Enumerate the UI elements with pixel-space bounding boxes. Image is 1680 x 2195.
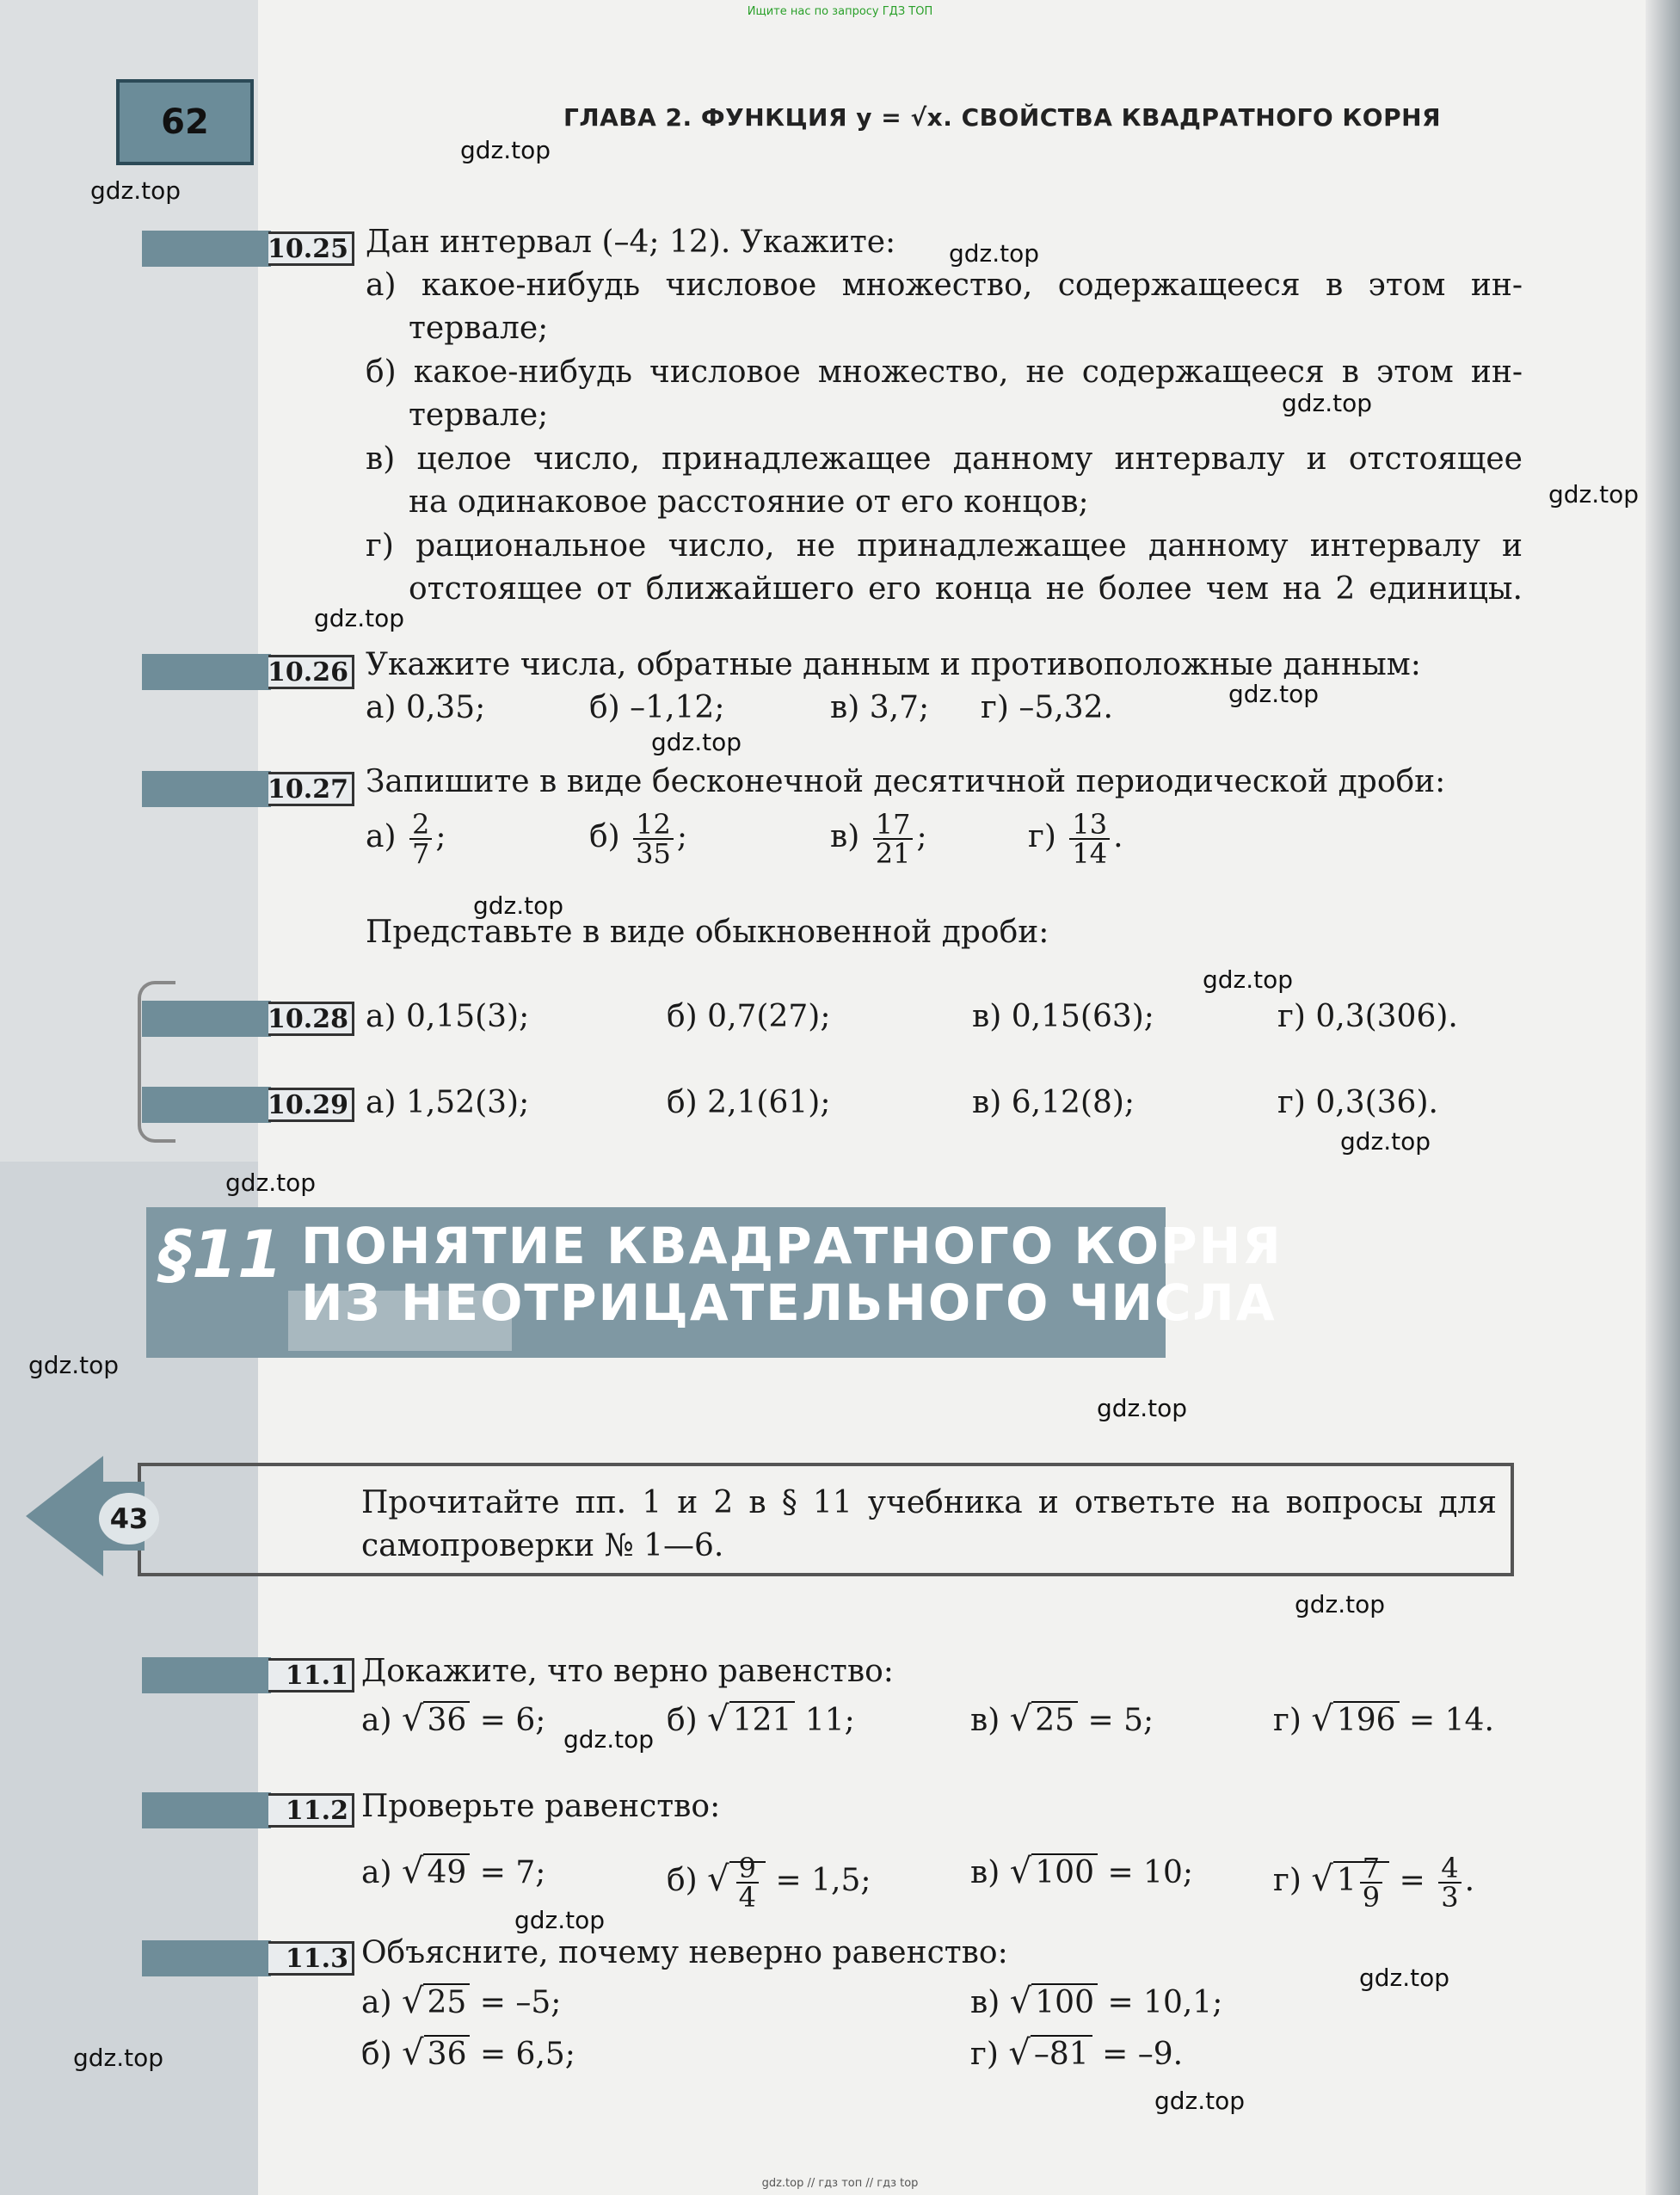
radicand: 25 <box>423 1983 470 2020</box>
item-label: в) <box>970 1985 1000 2020</box>
arrow-left-icon <box>26 1456 103 1576</box>
task-number-10-25: 10.25 <box>268 231 354 266</box>
fraction-item <box>1028 808 1123 870</box>
task-bar <box>142 771 271 807</box>
chapter-title: ГЛАВА 2. ФУНКЦИЯ y = √x. СВОЙСТВА КВАДРАТНОГО КОРНЯ <box>563 103 1442 132</box>
bottom-note: gdz.top // гдз топ // гдз top <box>761 2177 919 2190</box>
watermark: gdz.top <box>1228 680 1320 708</box>
watermark: gdz.top <box>949 239 1040 268</box>
radical-icon: √ <box>1008 2033 1031 2073</box>
watermark: gdz.top <box>563 1725 655 1754</box>
item-rest: 11; <box>804 1703 855 1738</box>
root-item <box>667 1699 855 1739</box>
radical-icon: √ <box>707 1699 729 1739</box>
item-rest: = 14. <box>1409 1703 1494 1738</box>
section-title-line: ИЗ НЕОТРИЦАТЕЛЬНОГО ЧИСЛА <box>301 1273 1277 1332</box>
item-end: . <box>1113 819 1123 854</box>
task-bar <box>142 1001 271 1037</box>
fraction <box>409 808 432 870</box>
task-10-25-line: б) какое-нибудь числовое множество, не содержащееся в этом ин- <box>366 355 1523 390</box>
denominator: 7 <box>411 837 430 870</box>
denominator: 14 <box>1072 837 1108 870</box>
root-item <box>667 1852 871 1914</box>
item-label: б) <box>667 1863 698 1898</box>
numerator: 13 <box>1069 811 1110 840</box>
numerator: 17 <box>873 811 914 840</box>
watermark: gdz.top <box>514 1906 606 1934</box>
task-11-3-text: Объясните, почему неверно равенство: <box>361 1935 1008 1970</box>
root-item <box>361 1699 546 1739</box>
item-rest: = 6; <box>479 1703 546 1738</box>
task-number-11-2: 11.2 <box>268 1793 354 1828</box>
fraction-item <box>830 808 927 870</box>
numerator: 2 <box>409 811 432 840</box>
denominator: 4 <box>738 1881 757 1914</box>
section-number: §11 <box>159 1216 283 1292</box>
item-end: ; <box>435 819 446 854</box>
task-number-10-29: 10.29 <box>268 1088 354 1122</box>
task-number-11-3: 11.3 <box>268 1941 354 1976</box>
task-10-25-line: Дан интервал (–4; 12). Укажите: <box>366 225 896 260</box>
task-10-25-line: тервале; <box>409 398 549 433</box>
item-rest: = 5; <box>1087 1703 1154 1738</box>
radicand: 36 <box>424 2035 471 2072</box>
denominator: 9 <box>1362 1881 1381 1914</box>
radicand: 121 <box>729 1701 796 1738</box>
top-note: Ищите нас по запросу ГДЗ ТОП <box>747 5 933 18</box>
watermark: gdz.top <box>1282 389 1373 417</box>
task-item: б) 2,1(61); <box>667 1085 831 1120</box>
item-label: в) <box>830 819 860 854</box>
watermark: gdz.top <box>460 136 551 164</box>
watermark: gdz.top <box>314 604 405 632</box>
task-bar <box>142 1657 271 1693</box>
item-label: в) <box>970 1855 1000 1890</box>
sqrt <box>1008 2033 1092 2073</box>
watermark: gdz.top <box>651 728 742 756</box>
item-end: . <box>1464 1863 1475 1898</box>
root-item <box>1273 1699 1494 1739</box>
watermark: gdz.top <box>1154 2087 1246 2115</box>
radicand <box>1333 1852 1389 1914</box>
radical-icon: √ <box>1009 1699 1032 1739</box>
page-number: 62 <box>116 79 254 165</box>
item-label: б) <box>361 2037 392 2072</box>
task-item: а) 1,52(3); <box>366 1085 530 1120</box>
denominator: 21 <box>875 837 911 870</box>
task-10-27-text: Запишите в виде бесконечной десятичной периодической дроби: <box>366 764 1446 799</box>
task-10-25-line: на одинаковое расстояние от его концов; <box>409 484 1089 520</box>
root-item <box>361 1984 561 2020</box>
sqrt <box>402 1854 470 1890</box>
sqrt <box>707 1852 766 1914</box>
fraction <box>736 1852 759 1914</box>
root-item <box>361 1854 545 1890</box>
task-11-2-text: Проверьте равенство: <box>361 1789 721 1824</box>
watermark: gdz.top <box>225 1168 317 1197</box>
radicand <box>729 1852 766 1914</box>
fraction <box>1360 1852 1382 1914</box>
task-number-10-26: 10.26 <box>268 655 354 689</box>
item-label: в) <box>970 1703 1000 1738</box>
item-rest: = 6,5; <box>479 2037 575 2072</box>
sqrt <box>402 1984 470 2020</box>
watermark: gdz.top <box>1295 1590 1386 1619</box>
task-item: г) 0,3(306). <box>1277 999 1458 1034</box>
sqrt <box>1311 1699 1399 1739</box>
sqrt <box>707 1699 795 1739</box>
item-rest: = 10,1; <box>1107 1985 1223 2020</box>
sqrt <box>401 1699 470 1739</box>
fraction-item <box>589 808 688 870</box>
task-10-25-line: г) рациональное число, не принадлежащее данному интервалу и <box>366 528 1523 564</box>
task-10-25-line: в) целое число, принадлежащее данному интервалу и отстоящее <box>366 441 1523 477</box>
item-label: а) <box>361 1855 392 1890</box>
item-label: г) <box>970 2037 999 2072</box>
radical-icon: √ <box>1311 1699 1333 1739</box>
radical-icon: √ <box>402 2033 424 2073</box>
fraction <box>633 808 674 870</box>
root-item <box>970 1699 1154 1739</box>
denominator: 35 <box>636 837 671 870</box>
sqrt <box>1311 1852 1389 1914</box>
watermark: gdz.top <box>90 176 182 205</box>
denominator: 3 <box>1441 1881 1459 1914</box>
numerator: 4 <box>1438 1854 1461 1884</box>
task-number-10-27: 10.27 <box>268 772 354 806</box>
sqrt <box>402 2033 470 2073</box>
radical-icon: √ <box>1009 1852 1032 1891</box>
item-label: б) <box>667 1703 698 1738</box>
item-rest: = 7; <box>479 1855 546 1890</box>
numerator: 7 <box>1360 1854 1382 1884</box>
item-label: а) <box>361 1985 392 2020</box>
task-item: а) 0,35; <box>366 690 486 725</box>
radicand: 25 <box>1031 1701 1078 1738</box>
root-item <box>970 2033 1184 2073</box>
watermark: gdz.top <box>73 2044 164 2072</box>
common-instruction: Представьте в виде обыкновенной дроби: <box>366 915 1049 950</box>
numerator: 12 <box>633 811 674 840</box>
root-item <box>1273 1852 1475 1914</box>
task-bar <box>142 1792 271 1828</box>
task-number-11-1: 11.1 <box>268 1658 354 1692</box>
root-item <box>970 1984 1222 2020</box>
radicand: 100 <box>1031 1983 1098 2020</box>
watermark: gdz.top <box>1548 480 1640 509</box>
radicand: –81 <box>1031 2035 1092 2072</box>
task-bar <box>142 231 271 267</box>
task-item: б) 0,7(27); <box>667 999 831 1034</box>
task-10-25-line: отстоящее от ближайшего его конца не более чем на 2 единицы. <box>409 571 1523 607</box>
item-end: ; <box>916 819 927 854</box>
task-item: в) 0,15(63); <box>972 999 1154 1034</box>
reading-text: самопроверки № 1—6. <box>361 1528 724 1563</box>
item-label: б) <box>589 819 620 854</box>
task-item: г) 0,3(36). <box>1277 1085 1438 1120</box>
task-bar <box>142 1087 271 1123</box>
page-right-edge <box>1646 0 1680 2195</box>
radicand: 49 <box>423 1853 470 1890</box>
equals-sign: = <box>1399 1863 1425 1898</box>
fraction <box>1069 808 1110 870</box>
item-rest: = –5; <box>479 1985 562 2020</box>
item-end: ; <box>676 819 688 854</box>
task-item: а) 0,15(3); <box>366 999 530 1034</box>
radical-icon: √ <box>1009 1982 1032 2021</box>
task-item: в) 3,7; <box>830 690 930 725</box>
radical-icon: √ <box>401 1699 424 1739</box>
section-title-line: ПОНЯТИЕ КВАДРАТНОГО КОРНЯ <box>301 1217 1283 1275</box>
root-item <box>970 1854 1193 1890</box>
item-label: а) <box>366 819 397 854</box>
task-bar <box>142 654 271 690</box>
task-11-1-text: Докажите, что верно равенство: <box>361 1654 894 1689</box>
fraction <box>1438 1852 1461 1914</box>
numerator: 9 <box>736 1854 759 1884</box>
watermark: gdz.top <box>1340 1127 1431 1156</box>
radical-icon: √ <box>707 1859 729 1899</box>
fraction-item <box>366 808 446 870</box>
item-label: а) <box>361 1703 392 1738</box>
radical-icon: √ <box>1311 1859 1333 1899</box>
radical-icon: √ <box>401 1852 424 1891</box>
task-10-25-line: а) какое-нибудь числовое множество, содержащееся в этом ин- <box>366 268 1523 303</box>
watermark: gdz.top <box>1203 965 1294 994</box>
watermark: gdz.top <box>28 1351 120 1379</box>
radicand: 100 <box>1031 1853 1098 1890</box>
task-number-10-28: 10.28 <box>268 1002 354 1036</box>
item-label: г) <box>1028 819 1056 854</box>
sqrt <box>1010 1984 1098 2020</box>
watermark: gdz.top <box>1359 1964 1450 1992</box>
task-item: б) –1,12; <box>589 690 725 725</box>
item-rest: = –9. <box>1102 2037 1184 2072</box>
radicand: 36 <box>423 1701 470 1738</box>
root-item <box>361 2033 575 2073</box>
task-item: в) 6,12(8); <box>972 1085 1135 1120</box>
task-10-25-line: тервале; <box>409 311 549 346</box>
task-10-26-text: Укажите числа, обратные данным и противоположные данным: <box>366 647 1421 682</box>
sqrt <box>1010 1854 1098 1890</box>
item-label: г) <box>1273 1863 1302 1898</box>
fraction <box>873 808 914 870</box>
section-title <box>301 1218 1283 1331</box>
radical-icon: √ <box>401 1982 424 2021</box>
reading-text: Прочитайте пп. 1 и 2 в § 11 учебника и ответьте на вопросы для <box>361 1485 1497 1520</box>
task-item: г) –5,32. <box>981 690 1113 725</box>
item-label: г) <box>1273 1703 1302 1738</box>
radicand: 196 <box>1333 1701 1400 1738</box>
item-rest: = 1,5; <box>775 1863 871 1898</box>
item-rest: = 10; <box>1107 1855 1193 1890</box>
sqrt <box>1009 1699 1078 1739</box>
whole-part: 1 <box>1336 1863 1357 1898</box>
task-bar <box>142 1940 271 1976</box>
watermark: gdz.top <box>1097 1394 1188 1422</box>
watermark: gdz.top <box>473 891 564 920</box>
reading-badge: 43 <box>99 1493 159 1545</box>
